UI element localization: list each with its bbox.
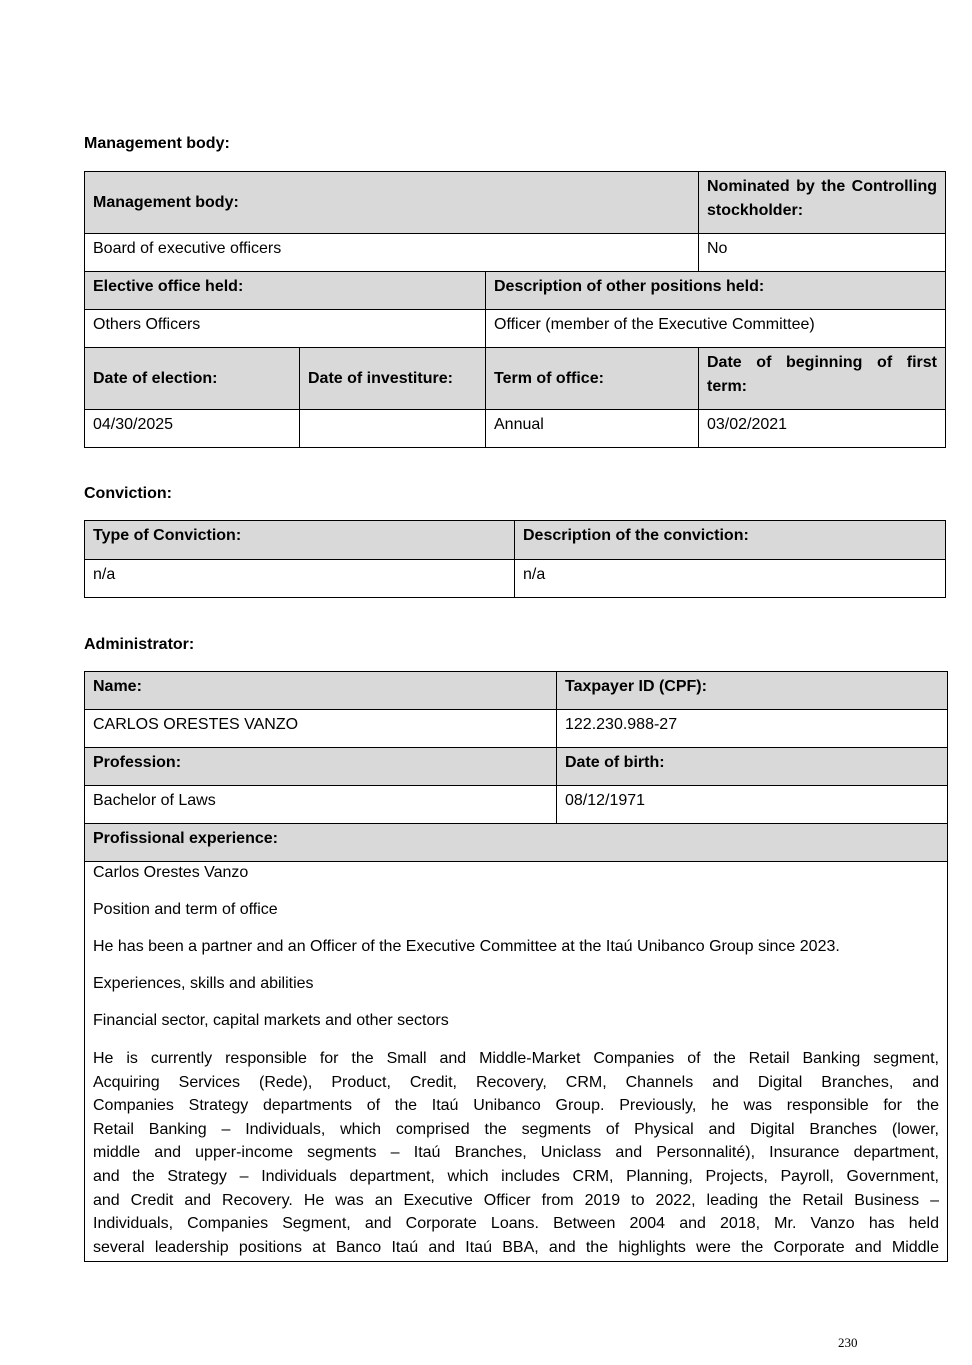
- experience-position-heading: Position and term of office: [93, 901, 278, 918]
- nominated-header: Nominated by the Controlling stockholder:: [699, 172, 946, 234]
- administrator-section-title: Administrator:: [84, 636, 195, 653]
- other-positions-header: Description of other positions held:: [486, 272, 946, 310]
- conviction-description-header: Description of the conviction:: [515, 521, 946, 560]
- profession-header: Profession:: [85, 748, 557, 786]
- date-investiture-header: Date of investiture:: [300, 348, 486, 410]
- term-header: Term of office:: [486, 348, 699, 410]
- date-election-value: 04/30/2025: [85, 410, 300, 448]
- experience-skills-heading: Experiences, skills and abilities: [93, 975, 314, 992]
- experience-name: Carlos Orestes Vanzo: [93, 864, 249, 881]
- cpf-header: Taxpayer ID (CPF):: [557, 672, 948, 710]
- elective-office-value: Others Officers: [85, 310, 486, 348]
- management-body-header: Management body:: [85, 172, 699, 234]
- conviction-section-title: Conviction:: [84, 485, 172, 502]
- name-value: CARLOS ORESTES VANZO: [85, 710, 557, 748]
- experience-line: He is currently responsible for the Small and Middle-Market Companies of the Retail Banking segment,: [93, 1050, 939, 1067]
- first-term-header: Date of beginning of first term:: [699, 348, 946, 410]
- profession-value: Bachelor of Laws: [85, 786, 557, 824]
- experience-line: Individuals, Companies Segment, and Corporate Loans. Between 2004 and 2018, Mr. Vanzo has held: [93, 1215, 939, 1233]
- first-term-value: 03/02/2021: [699, 410, 946, 448]
- administrator-table: [84, 671, 948, 1262]
- experience-header: Profissional experience:: [85, 824, 948, 862]
- management-section-title: Management body:: [84, 135, 230, 152]
- experience-sectors: Financial sector, capital markets and other sectors: [93, 1012, 449, 1029]
- nominated-value: No: [699, 234, 946, 272]
- page-number: 230: [838, 1335, 858, 1350]
- experience-line: Retail Banking – Individuals, which comprised the segments of Physical and Digital Branches (lower,: [93, 1120, 939, 1138]
- experience-body: [85, 862, 948, 1262]
- cpf-value: 122.230.988-27: [557, 710, 948, 748]
- birth-header: Date of birth:: [557, 748, 948, 786]
- experience-line: middle and upper-income segments – Itaú Branches, Uniclass and Personnalité), Insurance department,: [93, 1144, 939, 1162]
- date-election-header: Date of election:: [85, 348, 300, 410]
- conviction-description-value: n/a: [515, 560, 946, 598]
- experience-line: and the Strategy – Individuals department, which includes CRM, Planning, Projects, Payroll, Government,: [93, 1167, 939, 1185]
- experience-line: Companies Strategy departments of the Itaú Unibanco Group. Previously, he was responsible for the: [93, 1097, 939, 1115]
- date-investiture-value: [300, 410, 486, 448]
- experience-paragraph: [93, 1047, 939, 1259]
- experience-position-text: He has been a partner and an Officer of the Executive Committee at the Itaú Unibanco Group since 2023.: [93, 938, 840, 955]
- conviction-table: [84, 520, 946, 598]
- experience-line: several leadership positions at Banco Itaú and Itaú BBA, and the highlights were the Corporate and Middle: [93, 1238, 939, 1256]
- elective-office-header: Elective office held:: [85, 272, 486, 310]
- other-positions-value: Officer (member of the Executive Committee): [486, 310, 946, 348]
- conviction-type-value: n/a: [85, 560, 515, 598]
- birth-value: 08/12/1971: [557, 786, 948, 824]
- management-table: [84, 171, 946, 448]
- conviction-type-header: Type of Conviction:: [85, 521, 515, 560]
- management-body-value: Board of executive officers: [85, 234, 699, 272]
- experience-line: Acquiring Services (Rede), Product, Credit, Recovery, CRM, Channels and Digital Branches, and: [93, 1073, 939, 1091]
- term-value: Annual: [486, 410, 699, 448]
- name-header: Name:: [85, 672, 557, 710]
- experience-line: and Credit and Recovery. He was an Executive Officer from 2019 to 2022, leading the Retail Business –: [93, 1191, 939, 1209]
